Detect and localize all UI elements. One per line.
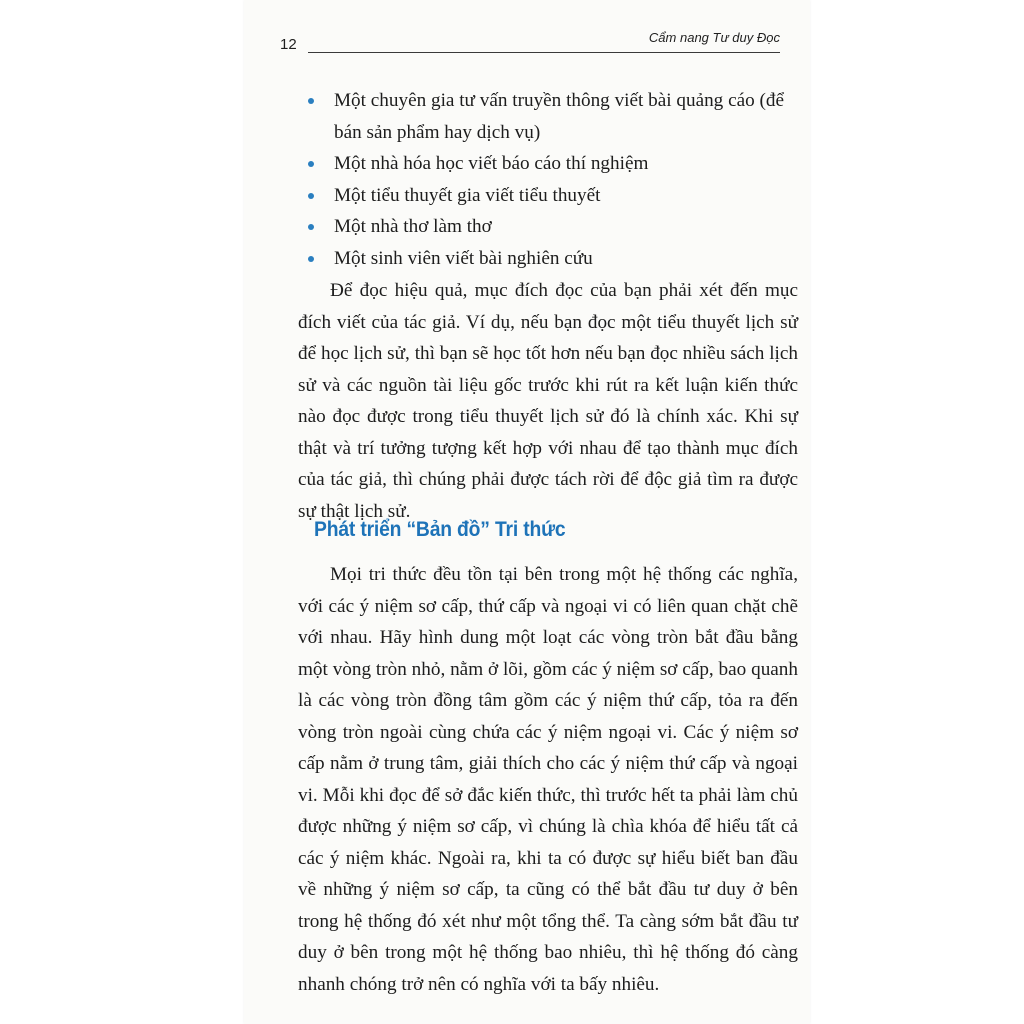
bullet-item [298,243,798,275]
paragraph-purpose: Để đọc hiệu quả, mục đích đọc của bạn phải xét đến mục đích viết của tác giả. Ví dụ, nếu bạn đọc một tiểu thuyết lịch sử để học lịch sử, thì bạn sẽ học tốt hơn nếu bạn đọc nhiều sách lịch sử và các nguồn tài liệu gốc trước khi rút ra kết luận kiến thức nào đọc được trong tiểu thuyết lịch sử đó là chính xác. Khi sự thật và trí tưởng tượng kết hợp với nhau để tạo thành mục đích của tác giả, thì chúng phải được tách rời để độc giả tìm ra được sự thật lịch sử. [298,280,798,522]
bullet-text: Một nhà hóa học viết báo cáo thí nghiệm [334,153,649,174]
page-number: 12 [280,36,297,53]
bullet-icon [308,161,314,167]
running-title: Cẩm nang Tư duy Đọc [648,30,780,45]
bullet-icon [308,98,314,104]
section-heading: Phát triển “Bản đồ” Tri thức [314,518,566,541]
bullet-list [298,85,798,274]
bullet-item [298,180,798,212]
bullet-text: Một tiểu thuyết gia viết tiểu thuyết [334,184,601,206]
header-rule [308,52,780,53]
page-header [280,26,780,56]
book-page [244,0,810,1024]
bullet-icon [308,193,314,199]
bullet-text: Một chuyên gia tư vấn truyền thông viết bài quảng cáo (để bán sản phẩm hay dịch vụ) [334,90,784,143]
bullet-item [298,148,798,180]
paragraph-knowledge-map: Mọi tri thức đều tồn tại bên trong một hệ thống các nghĩa, với các ý niệm sơ cấp, thứ cấp và ngoại vi có liên quan chặt chẽ với nhau. Hãy hình dung một loạt các vòng tròn bắt đầu bằng một vòng tròn nhỏ, nằm ở lõi, gồm các ý niệm sơ cấp, bao quanh là các vòng tròn đồng tâm gồm các ý niệm thứ cấp, tỏa ra đến vòng tròn ngoài cùng chứa các ý niệm ngoại vi. Các ý niệm sơ cấp nằm ở trung tâm, giải thích cho các ý niệm thứ cấp và ngoại vi. Mỗi khi đọc để sở đắc kiến thức, thì trước hết ta phải làm chủ được những ý niệm sơ cấp, vì chúng là chìa khóa để hiểu tất cả các ý niệm khác. Ngoài ra, khi ta có được sự hiểu biết ban đầu về những ý niệm sơ cấp, ta cũng có thể bắt đầu tư duy ở bên trong hệ thống đó xét như một tổng thể. Ta càng sớm bắt đầu tư duy ở bên trong một hệ thống bao nhiêu, thì hệ thống đó càng nhanh chóng trở nên có nghĩa với ta bấy nhiêu. [298,564,798,995]
bullet-text: Một sinh viên viết bài nghiên cứu [334,247,593,269]
bullet-icon [308,224,314,230]
bullet-text: Một nhà thơ làm thơ [334,216,492,237]
bullet-item [298,85,798,148]
bullet-icon [308,256,314,262]
bullet-item [298,211,798,243]
